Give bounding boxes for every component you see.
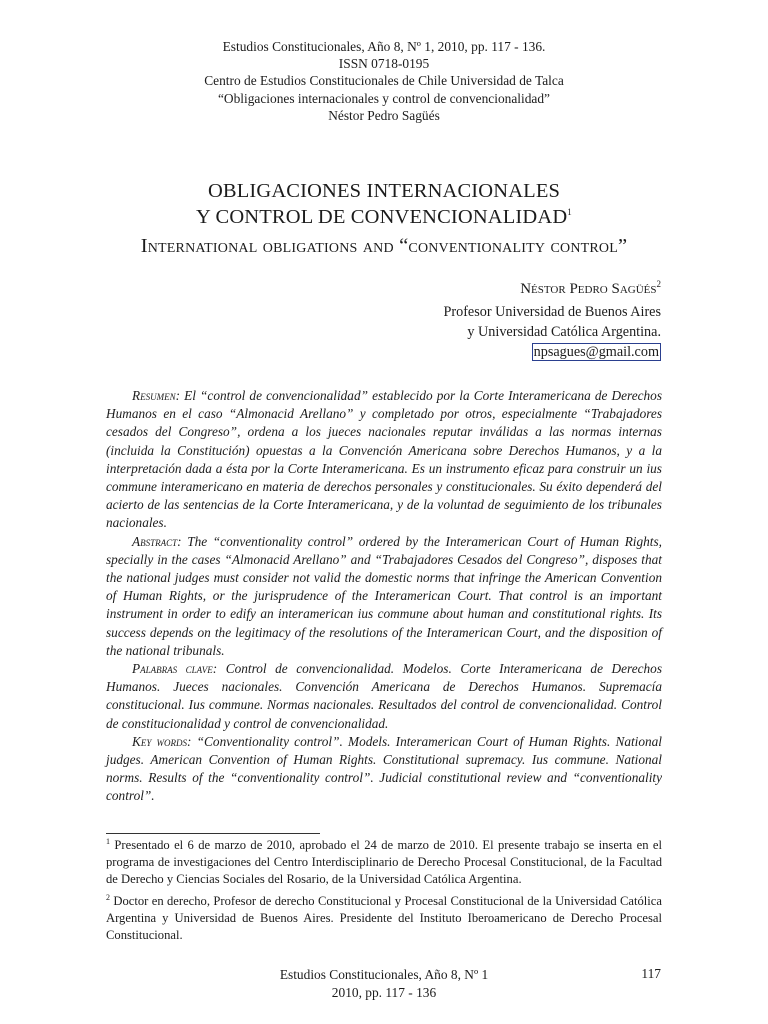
article-title-line1: OBLIGACIONES INTERNACIONALES (207, 180, 561, 202)
abstract-text: The “conventionality control” ordered by the Interamerican Court of Human Rights, specially in the cases “Almonacid Arellano” and “Trabajadores Cesados del Congreso”, disposes that the national judges must consider not valid the domestic norms that infringe the American Convention of Human Rights, or the jurisprudence of the Interamerican Court. That control is an important instrument in order to edify an interamerican ius commune about human and constitutional rights. Its success depends on the legitimacy of the resolutions of the Interamerican Court, and the disposition of the national tribunals. (106, 533, 662, 658)
footnote-divider (106, 833, 320, 834)
palabras-clave-text: Control de convencionalidad. Modelos. Corte Interamericana de Derechos Humanos. Jueces nacionales. Convención Americana de Derechos Humanos. Supremacía constitucional. Ius commune. Normas nacionales. Resultados del control de convencionalidad. Control de constitucionalidad y control de convencionalidad. (106, 661, 662, 731)
resumen-text: El “control de convencionalidad” establecido por la Corte Interamericana de Derechos Humanos en el caso “Almonacid Arellano” y completado por otros, especialmente “Trabajadores cesados del Congreso”, ordena a los jueces nacionales reputar inválidas a las normas internas (incluida la Constitución) opuestas a la Convención Americana sobre Derechos Humanos, y a la interpretación dada a ésta por la Corte Interamericana. Es un instrumento eficaz para construir un ius commune interamericano en materia de derechos personales y constitucionales. Su éxito dependerá del acierto de las sentencias de la Corte Interamericana, y de la voluntad de seguimiento de los tribunales nacionales. (106, 388, 662, 531)
header-issn: ISSN 0718-0195 (338, 56, 430, 72)
footnote-1-text: Presentado el 6 de marzo de 2010, aprobado el 24 de marzo de 2010. El presente trabajo se inserta en el programa de investigaciones del Centro Interdisciplinario de Derecho Procesal Constitucional, de la Facultad de Derecho y Ciencias Sociales del Rosario, de la Universidad Católica Argentina. (106, 838, 662, 887)
article-title-line2-text: Y CONTROL DE CONVENCIONALIDAD (196, 206, 568, 228)
header-author: Néstor Pedro Sagüés (328, 107, 440, 123)
footnote-2-text: Doctor en derecho, Profesor de derecho Constitucional y Procesal Constitucional de la Universidad Católica Argentina y Universidad de Buenos Aires. Presidente del Instituto Iberoamericano de Derecho Procesal Constitucional. (106, 894, 662, 943)
resumen-paragraph (106, 387, 662, 533)
author-affiliation (443, 302, 661, 362)
footnote-ref-1[interactable]: 1 (567, 207, 572, 218)
footnote-2-number: 2 (106, 892, 110, 902)
abstract-paragraph (106, 533, 662, 660)
footer-journal: Estudios Constitucionales, Año 8, Nº 1 (279, 967, 489, 982)
email-link[interactable]: npsagues@gmail.com (533, 344, 659, 360)
palabras-clave-label: Palabras clave: (132, 661, 218, 677)
keywords-paragraph (106, 733, 662, 806)
footnote-1-number: 1 (106, 836, 110, 846)
footer-pages: 2010, pp. 117 - 136 (331, 984, 437, 1000)
footnote-1 (106, 837, 662, 889)
abstract-label: Abstract: (132, 533, 182, 549)
footnote-ref-2[interactable]: 2 (656, 279, 661, 289)
keywords-label: Key words: (132, 733, 192, 749)
article-title-english: International obligations and “conventionality control” (140, 235, 628, 257)
header-citation: Estudios Constitucionales, Año 8, Nº 1, 2010, pp. 117 - 136. (222, 39, 546, 54)
footnote-2 (106, 893, 662, 945)
article-title-line2 (0, 206, 768, 229)
journal-header (0, 38, 768, 124)
keywords-text: “Conventionality control”. Models. Interamerican Court of Human Rights. National judges. American Convention of Human Rights. Constitutional supremacy. Ius commune. National norms. Results of the “conventionality control”. Judicial constitutional review and “conventionality control”. (106, 733, 662, 804)
header-article-title: “Obligaciones internacionales y control de convencionalidad” (217, 90, 551, 106)
affiliation-line2: y Universidad Católica Argentina. (467, 324, 661, 340)
page-number: 117 (641, 966, 661, 981)
author-name (520, 281, 661, 298)
abstract-block (106, 387, 662, 806)
resumen-label: Resumen: (132, 388, 181, 403)
affiliation-line1: Profesor Universidad de Buenos Aires (443, 304, 661, 320)
header-publisher: Centro de Estudios Constitucionales de Chile Universidad de Talca (204, 73, 564, 89)
palabras-clave-paragraph (106, 660, 662, 733)
author-name-text: Néstor Pedro Sagüés (520, 281, 657, 297)
